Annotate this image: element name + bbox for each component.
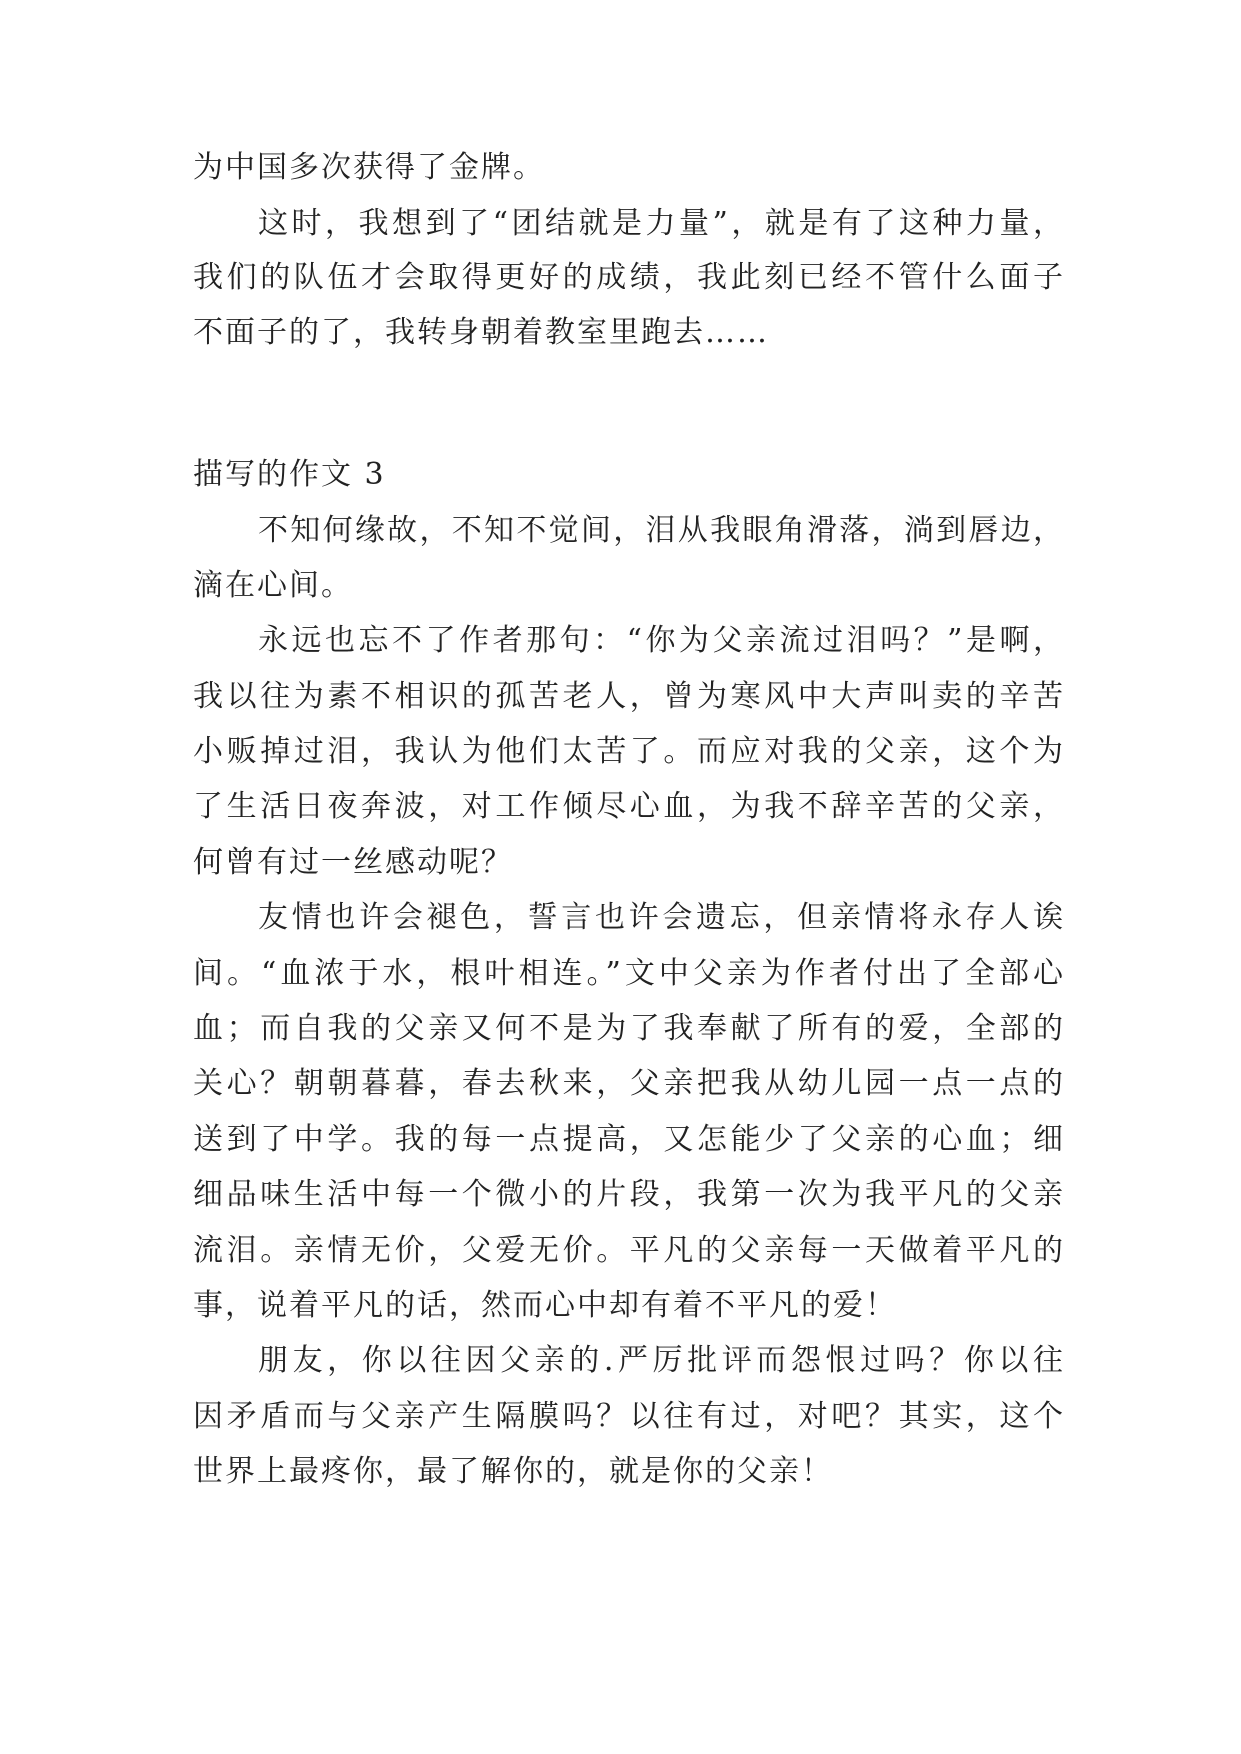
paragraph-line: 不知何缘故，不知不觉间，泪从我眼角滑落，淌到唇边，: [258, 513, 1063, 548]
paragraph-line: 这时，我想到了“团结就是力量”，就是有了这种力量，: [258, 206, 1063, 241]
paragraph-line: 我们的队伍才会取得更好的成绩，我此刻已经不管什么面子: [193, 260, 1063, 295]
paragraph-line: 为中国多次获得了金牌。: [193, 150, 545, 185]
paragraph-line: 关心？朝朝暮暮，春去秋来，父亲把我从幼儿园一点一点的: [193, 1066, 1063, 1101]
paragraph-line: 滴在心间。: [193, 568, 353, 603]
paragraph-line: 因矛盾而与父亲产生隔膜吗？以往有过，对吧？其实，这个: [193, 1399, 1063, 1434]
paragraph-line: 小贩掉过泪，我认为他们太苦了。而应对我的父亲，这个为: [193, 734, 1063, 769]
paragraph-line: 朋友，你以往因父亲的.严厉批评而怨恨过吗？你以往: [258, 1343, 1063, 1378]
paragraph-line: 我以往为素不相识的孤苦老人，曾为寒风中大声叫卖的辛苦: [193, 679, 1063, 714]
paragraph-line: 细品味生活中每一个微小的片段，我第一次为我平凡的父亲: [193, 1177, 1063, 1212]
paragraph-line: 间。“血浓于水，根叶相连。”文中父亲为作者付出了全部心: [193, 956, 1063, 991]
paragraph-line: 送到了中学。我的每一点提高，又怎能少了父亲的心血；细: [193, 1122, 1063, 1157]
paragraph-line: 了生活日夜奔波，对工作倾尽心血，为我不辞辛苦的父亲，: [193, 789, 1063, 824]
paragraph-line: 永远也忘不了作者那句：“你为父亲流过泪吗？”是啊，: [258, 623, 1063, 658]
paragraph-line: 友情也许会褪色，誓言也许会遗忘，但亲情将永存人诶: [258, 900, 1063, 935]
paragraph-line: 流泪。亲情无价，父爱无价。平凡的父亲每一天做着平凡的: [193, 1233, 1063, 1268]
paragraph-line: 不面子的了，我转身朝着教室里跑去……: [193, 315, 769, 350]
section-heading: 描写的作文 3: [193, 457, 386, 492]
paragraph-line: 何曾有过一丝感动呢？: [193, 845, 513, 880]
paragraph-line: 世界上最疼你，最了解你的，就是你的父亲！: [193, 1454, 833, 1489]
paragraph-line: 事，说着平凡的话，然而心中却有着不平凡的爱！: [193, 1288, 897, 1323]
paragraph-line: 血；而自我的父亲又何不是为了我奉献了所有的爱，全部的: [193, 1011, 1063, 1046]
